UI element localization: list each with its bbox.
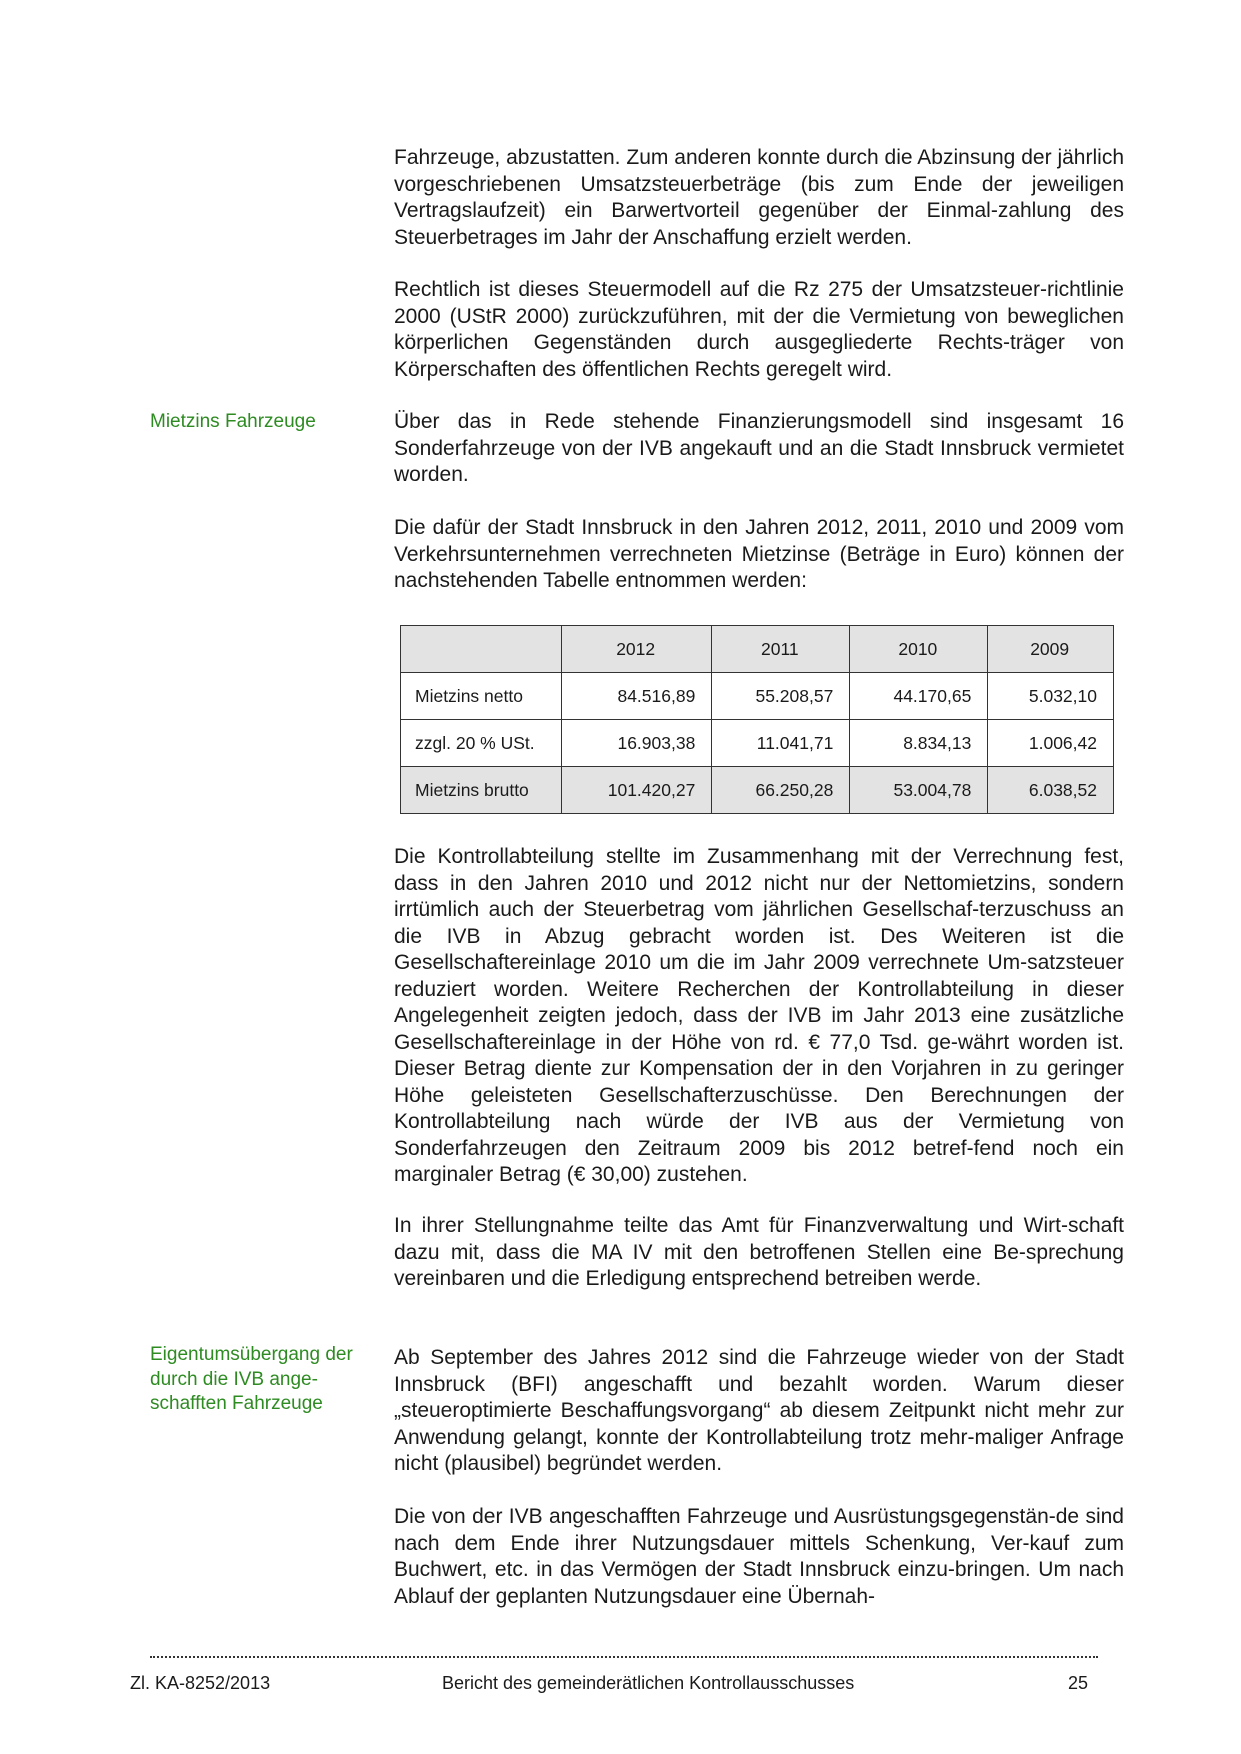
table-cell: 16.903,38 [562, 720, 712, 767]
table-row-total [401, 767, 1114, 814]
table-header-cell: 2009 [988, 626, 1114, 673]
table-cell: 8.834,13 [850, 720, 988, 767]
rent-table [400, 625, 1114, 814]
paragraph-procurement: Ab September des Jahres 2012 sind die Fahrzeuge wieder von der Stadt Innsbruck (BFI) angeschafft und bezahlt worden. Warum dieser „steueroptimierte Beschaffungsvorgang“ ab diesem Zeitpunkt nicht mehr zur Anwendung gelangt, konnte der Kontrollabteilung trotz mehr-maliger Anfrage nicht (plausibel) begründet werden. [394, 1346, 1124, 1475]
table-cell: 101.420,27 [562, 767, 712, 814]
table-cell: 44.170,65 [850, 673, 988, 720]
paragraph-vehicles: Über das in Rede stehende Finanzierungsmodell sind insgesamt 16 Sonderfahrzeuge von der IVB angekauft und an die Stadt Innsbruck vermietet worden. [394, 410, 1124, 486]
table-row [401, 720, 1114, 767]
table-header-cell [401, 626, 562, 673]
footer-title: Bericht des gemeinderätlichen Kontrollausschusses [442, 1673, 855, 1693]
table-cell: 1.006,42 [988, 720, 1114, 767]
margin-note-eigentum: Eigentumsübergang der durch die IVB ange-schafften Fahrzeuge [150, 1344, 353, 1414]
row-label: Mietzins brutto [401, 767, 562, 814]
table-header-row [401, 626, 1114, 673]
table-cell: 6.038,52 [988, 767, 1114, 814]
row-label: zzgl. 20 % USt. [401, 720, 562, 767]
paragraph-transfer: Die von der IVB angeschafften Fahrzeuge und Ausrüstungsgegenstän-de sind nach dem Ende ihrer Nutzungsdauer mittels Schenkung, Ver-kauf zum Buchwert, etc. in das Vermögen der Stadt Innsbruck einzu-bringen. Um nach Ablauf der geplanten Nutzungsdauer eine Übernah- [394, 1505, 1124, 1608]
paragraph-table-intro: Die dafür der Stadt Innsbruck in den Jahren 2012, 2011, 2010 und 2009 vom Verkehrsunternehmen verrechneten Mietzinse (Beträge in Euro) können der nachstehenden Tabelle entnommen werden: [394, 516, 1124, 592]
table-header-cell: 2012 [562, 626, 712, 673]
table-header-cell: 2011 [712, 626, 850, 673]
table-cell: 11.041,71 [712, 720, 850, 767]
margin-note-mietzins: Mietzins Fahrzeuge [150, 411, 316, 432]
row-label: Mietzins netto [401, 673, 562, 720]
paragraph-findings: Die Kontrollabteilung stellte im Zusammenhang mit der Verrechnung fest, dass in den Jahren 2010 und 2012 nicht nur der Nettomietzins, sondern irrtümlich auch der Steuerbetrag vom jährlichen Gesellschaf-terzuschuss an die IVB in Abzug gebracht worden ist. Des Weiteren ist die Gesellschaftereinlage 2010 um die im Jahr 2009 verrechnete Um-satzsteuer reduziert worden. Weitere Recherchen der Kontrollabteilung in dieser Angelegenheit zeigten jedoch, dass der IVB im Jahr 2013 eine zusätzliche Gesellschaftereinlage in der Höhe von rd. € 77,0 Tsd. ge-währt worden ist. Dieser Betrag diente zur Kompensation der in den Vorjahren in zu geringer Höhe geleisteten Gesellschafterzuschüsse. Den Berechnungen der Kontrollabteilung nach würde der IVB aus der Vermietung von Sonderfahrzeugen den Zeitraum 2009 bis 2012 betref-fend noch ein marginaler Betrag (€ 30,00) zustehen. [394, 845, 1124, 1186]
table-cell: 66.250,28 [712, 767, 850, 814]
page-number: 25 [1068, 1673, 1089, 1693]
paragraph-intro: Fahrzeuge, abzustatten. Zum anderen konnte durch die Abzinsung der jährlich vorgeschriebenen Umsatzsteuerbeträge (bis zum Ende der jeweiligen Vertragslaufzeit) ein Barwertvorteil gegenüber der Einmal-zahlung des Steuerbetrages im Jahr der Anschaffung erzielt werden. [394, 146, 1124, 249]
table-row [401, 673, 1114, 720]
table-header-cell: 2010 [850, 626, 988, 673]
table-cell: 55.208,57 [712, 673, 850, 720]
footer-divider [150, 1656, 1098, 1658]
table-cell: 5.032,10 [988, 673, 1114, 720]
table-cell: 84.516,89 [562, 673, 712, 720]
paragraph-statement: In ihrer Stellungnahme teilte das Amt für Finanzverwaltung und Wirt-schaft dazu mit, dass die MA IV mit den betroffenen Stellen eine Be-sprechung vereinbaren und die Erledigung entsprechend betreiben werde. [394, 1214, 1124, 1290]
footer-reference: Zl. KA-8252/2013 [130, 1673, 271, 1693]
table-cell: 53.004,78 [850, 767, 988, 814]
paragraph-legal-basis: Rechtlich ist dieses Steuermodell auf die Rz 275 der Umsatzsteuer-richtlinie 2000 (UStR 2000) zurückzuführen, mit der die Vermietung von beweglichen körperlichen Gegenständen durch ausgegliederte Rechts-träger von Körperschaften des öffentlichen Rechts geregelt wird. [394, 278, 1124, 381]
